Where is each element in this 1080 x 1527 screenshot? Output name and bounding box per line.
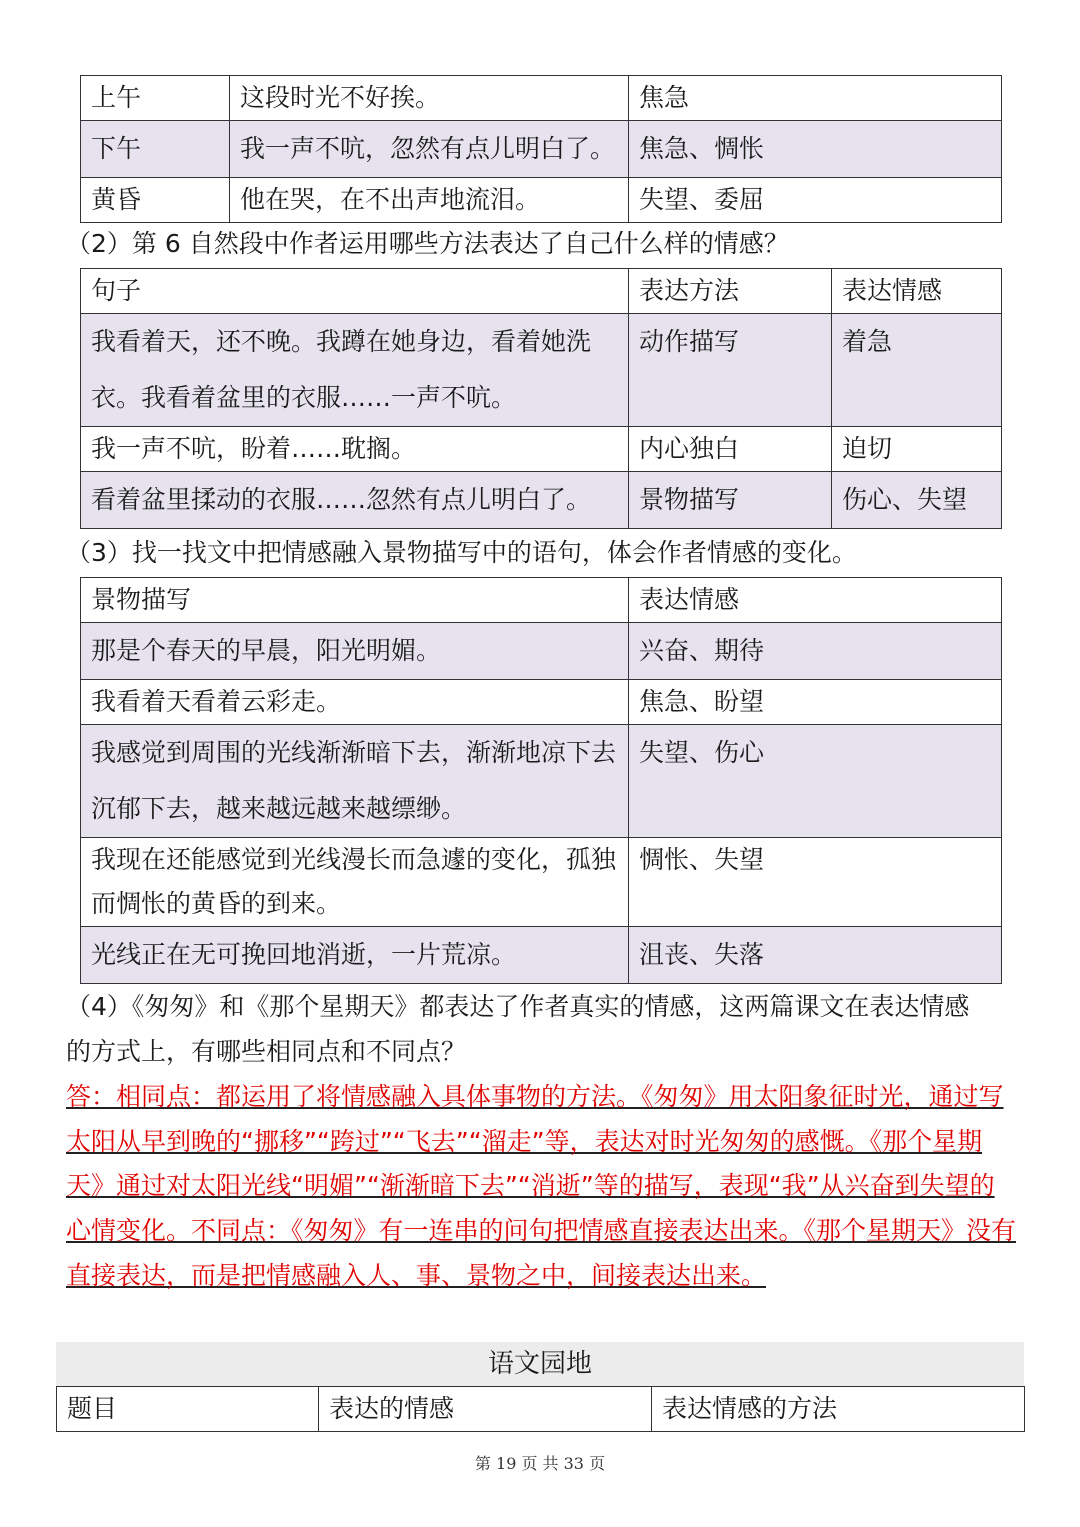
table-row [81, 121, 1002, 178]
question-2: （2）第 6 自然段中作者运用哪些方法表达了自己什么样的情感？ [66, 229, 789, 258]
method-emotion-table [80, 268, 1002, 529]
table-row [81, 427, 1002, 472]
table-row [81, 680, 1002, 725]
table-cell: 惆怅、失望 [629, 838, 1002, 927]
table-cell: 看着盆里揉动的衣服……忽然有点儿明白了。 [81, 472, 629, 529]
table-cell: 我感觉到周围的光线渐渐暗下去，渐渐地凉下去沉郁下去，越来越远越来越缥缈。 [81, 725, 629, 838]
page-number: 第 19 页 共 33 页 [474, 1454, 606, 1473]
table-cell: 上午 [81, 76, 230, 121]
table-row [81, 623, 1002, 680]
table-row [81, 838, 1002, 927]
question-3: （3）找一找文中把情感融入景物描写中的语句，体会作者情感的变化。 [66, 538, 857, 567]
section-title: 语文园地 [56, 1342, 1024, 1386]
table-row [81, 76, 1002, 121]
question-4-line-2: 的方式上，有哪些相同点和不同点？ [66, 1037, 467, 1066]
table-cell: 景物描写 [629, 472, 832, 529]
table-cell: 光线正在无可挽回地消逝，一片荒凉。 [81, 927, 629, 984]
question-4-line-1: （4）《匆匆》和《那个星期天》都表达了作者真实的情感，这两篇课文在表达情感 [66, 992, 970, 1021]
table-header: 表达方法 [629, 269, 832, 314]
table-cell: 兴奋、期待 [629, 623, 1002, 680]
table-header: 表达的情感 [319, 1387, 652, 1432]
table-cell: 焦急 [629, 76, 1002, 121]
table-cell: 迫切 [832, 427, 1002, 472]
table-cell: 黄昏 [81, 178, 230, 223]
table-cell: 内心独白 [629, 427, 832, 472]
table-cell: 我看着天看着云彩走。 [81, 680, 629, 725]
table-header: 表达情感的方法 [652, 1387, 1025, 1432]
table-header: 句子 [81, 269, 629, 314]
answer-text: 答：相同点：都运用了将情感融入具体事物的方法。《匆匆》用太阳象征时光，通过写太阳从早到晚的“挪移”“跨过”“飞去”“溜走”等，表达对时光匆匆的感慨。《那个星期天》通过对太阳光线“明媚”“渐渐暗下去”“消逝”等的描写，表现“我”从兴奋到失望的心情变化。不同点：《匆匆》有一连串的问句把情感直接表达出来。《那个星期天》没有直接表达，而是把情感融入人、事、景物之中，间接表达出来。 [66, 1082, 1017, 1290]
table-header-row [81, 578, 1002, 623]
table-row [81, 178, 1002, 223]
table-cell: 这段时光不好挨。 [230, 76, 629, 121]
table-cell: 着急 [832, 314, 1002, 427]
table-header: 表达情感 [832, 269, 1002, 314]
table-row [81, 314, 1002, 427]
table-cell: 他在哭，在不出声地流泪。 [230, 178, 629, 223]
scenery-emotion-table [80, 577, 1002, 984]
table-cell: 动作描写 [629, 314, 832, 427]
table-cell: 下午 [81, 121, 230, 178]
table-cell: 焦急、盼望 [629, 680, 1002, 725]
table-cell: 我一声不吭，忽然有点儿明白了。 [230, 121, 629, 178]
table-cell: 伤心、失望 [832, 472, 1002, 529]
table-row [81, 472, 1002, 529]
table-header-row [81, 269, 1002, 314]
table-cell: 失望、伤心 [629, 725, 1002, 838]
table-cell: 我看着天，还不晚。我蹲在她身边，看着她洗衣。我看着盆里的衣服……一声不吭。 [81, 314, 629, 427]
table-cell: 我一声不吭，盼着……耽搁。 [81, 427, 629, 472]
table-header: 题目 [57, 1387, 319, 1432]
table-cell: 失望、委屈 [629, 178, 1002, 223]
table-header: 景物描写 [81, 578, 629, 623]
table-cell: 沮丧、失落 [629, 927, 1002, 984]
table-cell: 我现在还能感觉到光线漫长而急遽的变化，孤独而惆怅的黄昏的到来。 [81, 838, 629, 927]
table-cell: 焦急、惆怅 [629, 121, 1002, 178]
table-row [81, 927, 1002, 984]
emotion-time-table [80, 75, 1002, 223]
garden-table [56, 1386, 1025, 1432]
table-cell: 那是个春天的早晨，阳光明媚。 [81, 623, 629, 680]
table-header: 表达情感 [629, 578, 1002, 623]
table-header-row [57, 1387, 1025, 1432]
table-row [81, 725, 1002, 838]
